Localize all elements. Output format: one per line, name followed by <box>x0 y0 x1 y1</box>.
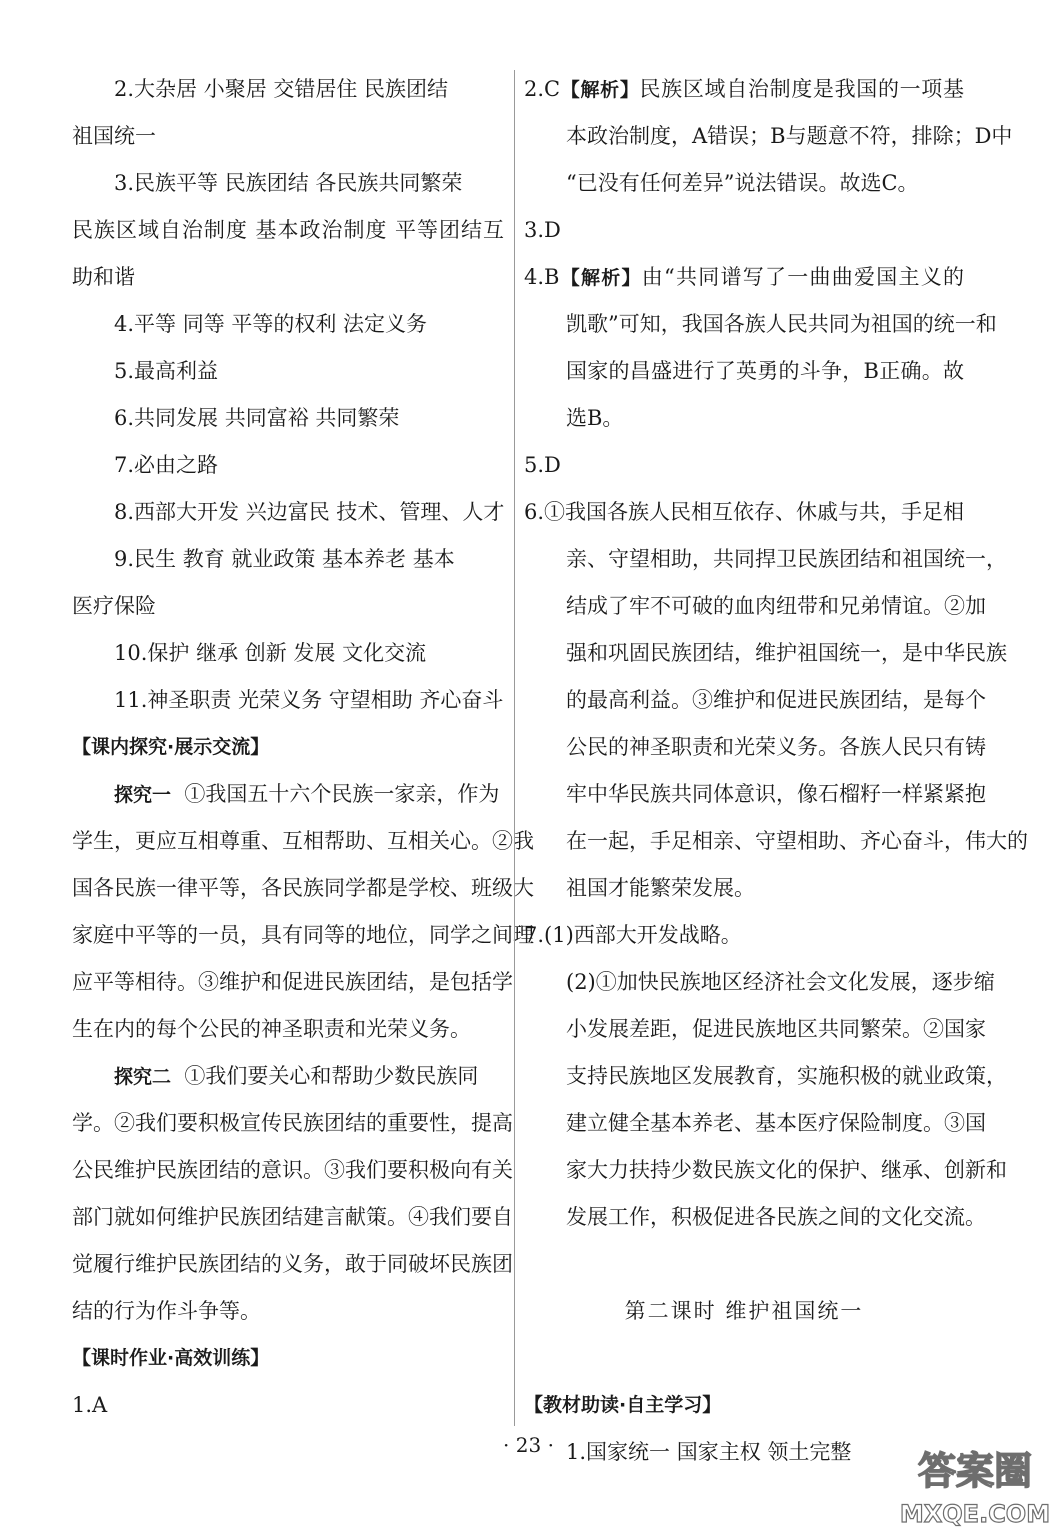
answer-line: 部门就如何维护民族团结建言献策。④我们要自 <box>72 1205 513 1229</box>
answer-line: 3.民族平等 民族团结 各民族共同繁荣 <box>114 171 463 195</box>
answer-line: 祖国才能繁荣发展。 <box>566 876 755 900</box>
answer-line <box>524 254 964 301</box>
lesson-title: 第二课时 维护祖国统一 <box>624 1299 864 1323</box>
inquiry-text: ①我国五十六个民族一家亲，作为 <box>184 782 500 806</box>
answer-line: 生在内的每个公民的神圣职责和光荣义务。 <box>72 1017 471 1041</box>
answer-line: “已没有任何差异”说法错误。故选C。 <box>566 171 919 195</box>
answer-line: 牢中华民族共同体意识，像石榴籽一样紧紧抱 <box>566 782 986 806</box>
answer-line: 学生，更应互相尊重、互相帮助、互相关心。②我 <box>72 829 534 853</box>
answer-line: 2.大杂居 小聚居 交错居住 民族团结 <box>114 77 449 101</box>
answer-line: 选B。 <box>566 406 624 430</box>
answer-line: 国家的昌盛进行了英勇的斗争，B正确。故 <box>566 359 964 383</box>
answer-line: 应平等相待。③维护和促进民族团结，是包括学 <box>72 970 513 994</box>
answer-line: 支持民族地区发展教育，实施积极的就业政策， <box>566 1064 1007 1088</box>
answer-line: 公民维护民族团结的意识。③我们要积极向有关 <box>72 1158 513 1182</box>
answer-line: 强和巩固民族团结，维护祖国统一，是中华民族 <box>566 641 1007 665</box>
answer-line: 建立健全基本养老、基本医疗保险制度。③国 <box>566 1111 986 1135</box>
answer-line: 结成了牢不可破的血肉纽带和兄弟情谊。②加 <box>566 594 986 618</box>
answer-line: 6.共同发展 共同富裕 共同繁荣 <box>114 406 400 430</box>
analysis-tag: 【解析】 <box>559 267 642 289</box>
answer-line: (2)①加快民族地区经济社会文化发展，逐步缩 <box>566 970 995 994</box>
answer-line: 祖国统一 <box>72 124 156 148</box>
answer-line: 家大力扶持少数民族文化的保护、继承、创新和 <box>566 1158 1007 1182</box>
section-heading: 【课时作业·高效训练】 <box>72 1347 270 1369</box>
page-number: · 23 · <box>503 1433 554 1457</box>
answer-line: 民族区域自治制度 基本政治制度 平等团结互 <box>72 218 504 242</box>
answer-line: 凯歌”可知，我国各族人民共同为祖国的统一和 <box>566 312 997 336</box>
answer-line: 觉履行维护民族团结的义务，敢于同破坏民族团 <box>72 1252 513 1276</box>
answer-line: 4.平等 同等 平等的权利 法定义务 <box>114 312 428 336</box>
answer-line: 1.A <box>72 1393 108 1417</box>
watermark-logo <box>899 1440 1051 1532</box>
answer-line: 结的行为作斗争等。 <box>72 1299 261 1323</box>
answer-line: 亲、守望相助，共同捍卫民族团结和祖国统一， <box>566 547 1007 571</box>
answer-line: 发展工作，积极促进各民族之间的文化交流。 <box>566 1205 986 1229</box>
spacer <box>524 1335 964 1382</box>
answer-line: 小发展差距，促进民族地区共同繁荣。②国家 <box>566 1017 986 1041</box>
section-heading: 【课内探究·展示交流】 <box>72 736 270 758</box>
inquiry-label: 探究一 <box>114 784 172 806</box>
answer-line: 10.保护 继承 创新 发展 文化交流 <box>114 641 427 665</box>
answer-line: 7.(1)西部大开发战略。 <box>524 923 742 947</box>
answer-line: 助和谐 <box>72 265 135 289</box>
answer-line: 本政治制度，A错误；B与题意不符，排除；D中 <box>566 124 1013 148</box>
answer-line: 国各民族一律平等，各民族同学都是学校、班级大 <box>72 876 534 900</box>
answer-line: 8.西部大开发 兴边富民 技术、管理、人才 <box>114 500 505 524</box>
answer-line: 1.国家统一 国家主权 领土完整 <box>566 1440 852 1464</box>
inquiry-label: 探究二 <box>114 1066 172 1088</box>
watermark-text: 答案圈 <box>917 1449 1033 1493</box>
analysis-tag: 【解析】 <box>560 79 640 101</box>
section-heading: 【教材助读·自主学习】 <box>524 1394 722 1416</box>
analysis-text: 由“共同谱写了一曲曲爱国主义的 <box>641 265 964 289</box>
answer-line <box>524 66 964 113</box>
inquiry-text: ①我们要关心和帮助少数民族同 <box>184 1064 479 1088</box>
answer-line: 6.①我国各族人民相互依存、休戚与共，手足相 <box>524 500 965 524</box>
watermark-url: MXQE.COM <box>899 1500 1051 1528</box>
answer-line: 5.最高利益 <box>114 359 219 383</box>
answer-line: 的最高利益。③维护和促进民族团结，是每个 <box>566 688 986 712</box>
answer-line: 11.神圣职责 光荣义务 守望相助 齐心奋斗 <box>114 688 504 712</box>
column-divider <box>514 70 515 1426</box>
answer-line: 家庭中平等的一员，具有同等的地位，同学之间理 <box>72 923 534 947</box>
answer-line: 9.民生 教育 就业政策 基本养老 基本 <box>114 547 455 571</box>
left-column <box>72 66 534 1429</box>
answer-line: 医疗保险 <box>72 594 156 618</box>
answer-choice: 2.C <box>524 77 561 101</box>
answer-line: 5.D <box>524 453 561 477</box>
answer-line <box>72 771 504 818</box>
answer-choice: 4.B <box>524 265 560 289</box>
answer-line: 学。②我们要积极宣传民族团结的重要性，提高 <box>72 1111 513 1135</box>
answer-line: 3.D <box>524 218 561 242</box>
answer-line <box>72 1053 504 1100</box>
answer-line: 公民的神圣职责和光荣义务。各族人民只有铸 <box>566 735 986 759</box>
analysis-text: 民族区域自治制度是我国的一项基 <box>639 77 964 101</box>
answer-line: 7.必由之路 <box>114 453 219 477</box>
answer-line: 在一起，手足相亲、守望相助、齐心奋斗，伟大的 <box>566 829 1028 853</box>
spacer <box>524 1241 964 1288</box>
